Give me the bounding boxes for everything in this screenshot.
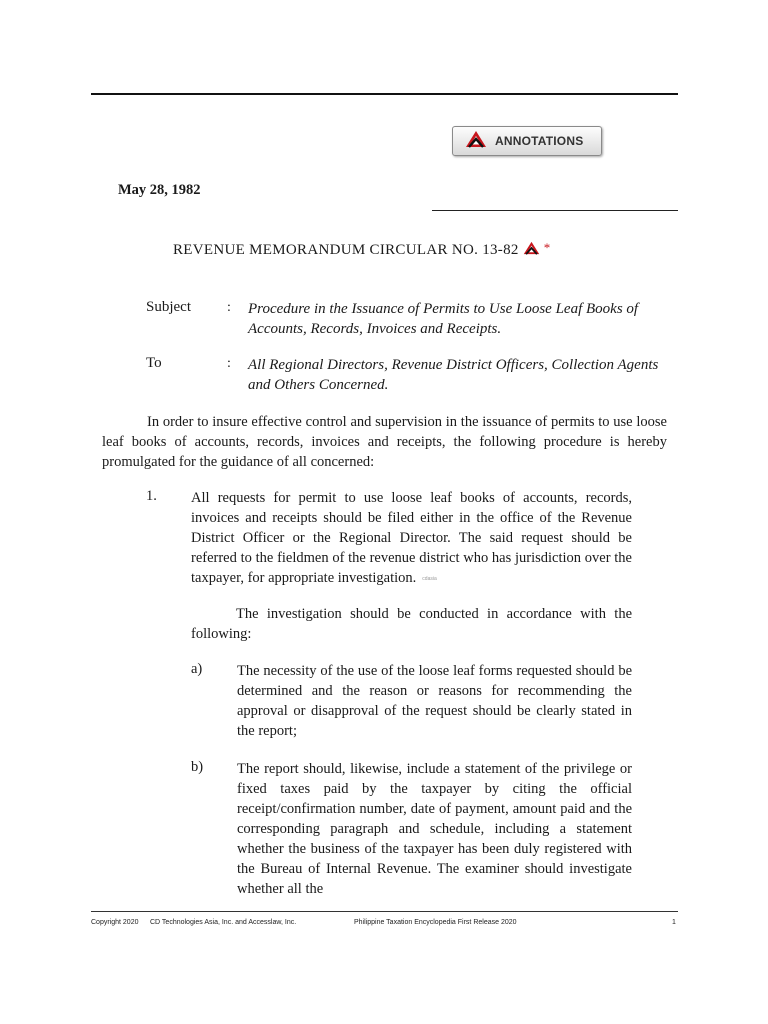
sub-b-letter: b) [191,759,204,775]
to-value: All Regional Directors, Revenue District Officers, Collection Agents and Others Concerned. [248,357,659,393]
date-rule [432,210,678,211]
footer-rule [91,911,678,912]
sub-a-text: The necessity of the use of the loose leaf forms requested should be determined and the reason or reasons for recommending the approval or disapproval of the request should be clearly stated in the report; [237,663,632,739]
circular-title: REVENUE MEMORANDUM CIRCULAR NO. 13-82 [173,242,519,258]
footer-copyright: Copyright 2020 [91,919,139,926]
sub-a-letter: a) [191,661,203,677]
annotation-logo-icon [465,130,487,153]
item-1-number: 1. [146,488,157,504]
annotation-marker-icon[interactable] [523,241,540,260]
item-1-body: All requests for permit to use loose leaf books of accounts, records, invoices and receipts should be filed either in the office of the Revenue District Officer or the Regional Director. The said request should be referred to the fieldmen of the revenue district who has jurisdiction over the taxpayer, for appropriate investigation. [191,490,632,586]
to-colon: : [227,356,231,371]
annotation-asterisk[interactable]: * [543,239,551,255]
intro-paragraph: In order to insure effective control and supervision in the issuance of permits to use loose leaf books of accounts, records, invoices and receipts, the following procedure is hereby promulgated for the guidance of all concerned: [102,414,667,470]
footer-publication: Philippine Taxation Encyclopedia First Release 2020 [354,919,517,926]
investigation-intro: The investigation should be conducted in accordance with the following: [191,606,632,642]
subject-value: Procedure in the Issuance of Permits to Use Loose Leaf Books of Accounts, Records, Invoices and Receipts. [248,301,639,337]
source-mark: cdasia [422,575,437,582]
annotations-button-label: ANNOTATIONS [495,134,584,148]
document-date: May 28, 1982 [118,182,201,198]
sub-b-text: The report should, likewise, include a statement of the privilege or fixed taxes paid by the taxpayer by citing the official receipt/confirmation number, date of payment, amount paid and the corresponding paragraph and schedule, including a statement whether the business of the taxpayer has been duly registered with the Bureau of Internal Revenue. The examiner should investigate whether all the [237,761,632,897]
subject-label: Subject [146,299,191,315]
annotations-button[interactable] [452,126,602,156]
item-1-text [191,488,632,589]
subject-colon: : [227,300,231,315]
footer-page-number: 1 [672,919,676,926]
to-label: To [146,355,162,371]
circular-heading [173,241,551,260]
top-rule [91,93,678,95]
footer-company: CD Technologies Asia, Inc. and Accesslaw, Inc. [150,919,297,926]
